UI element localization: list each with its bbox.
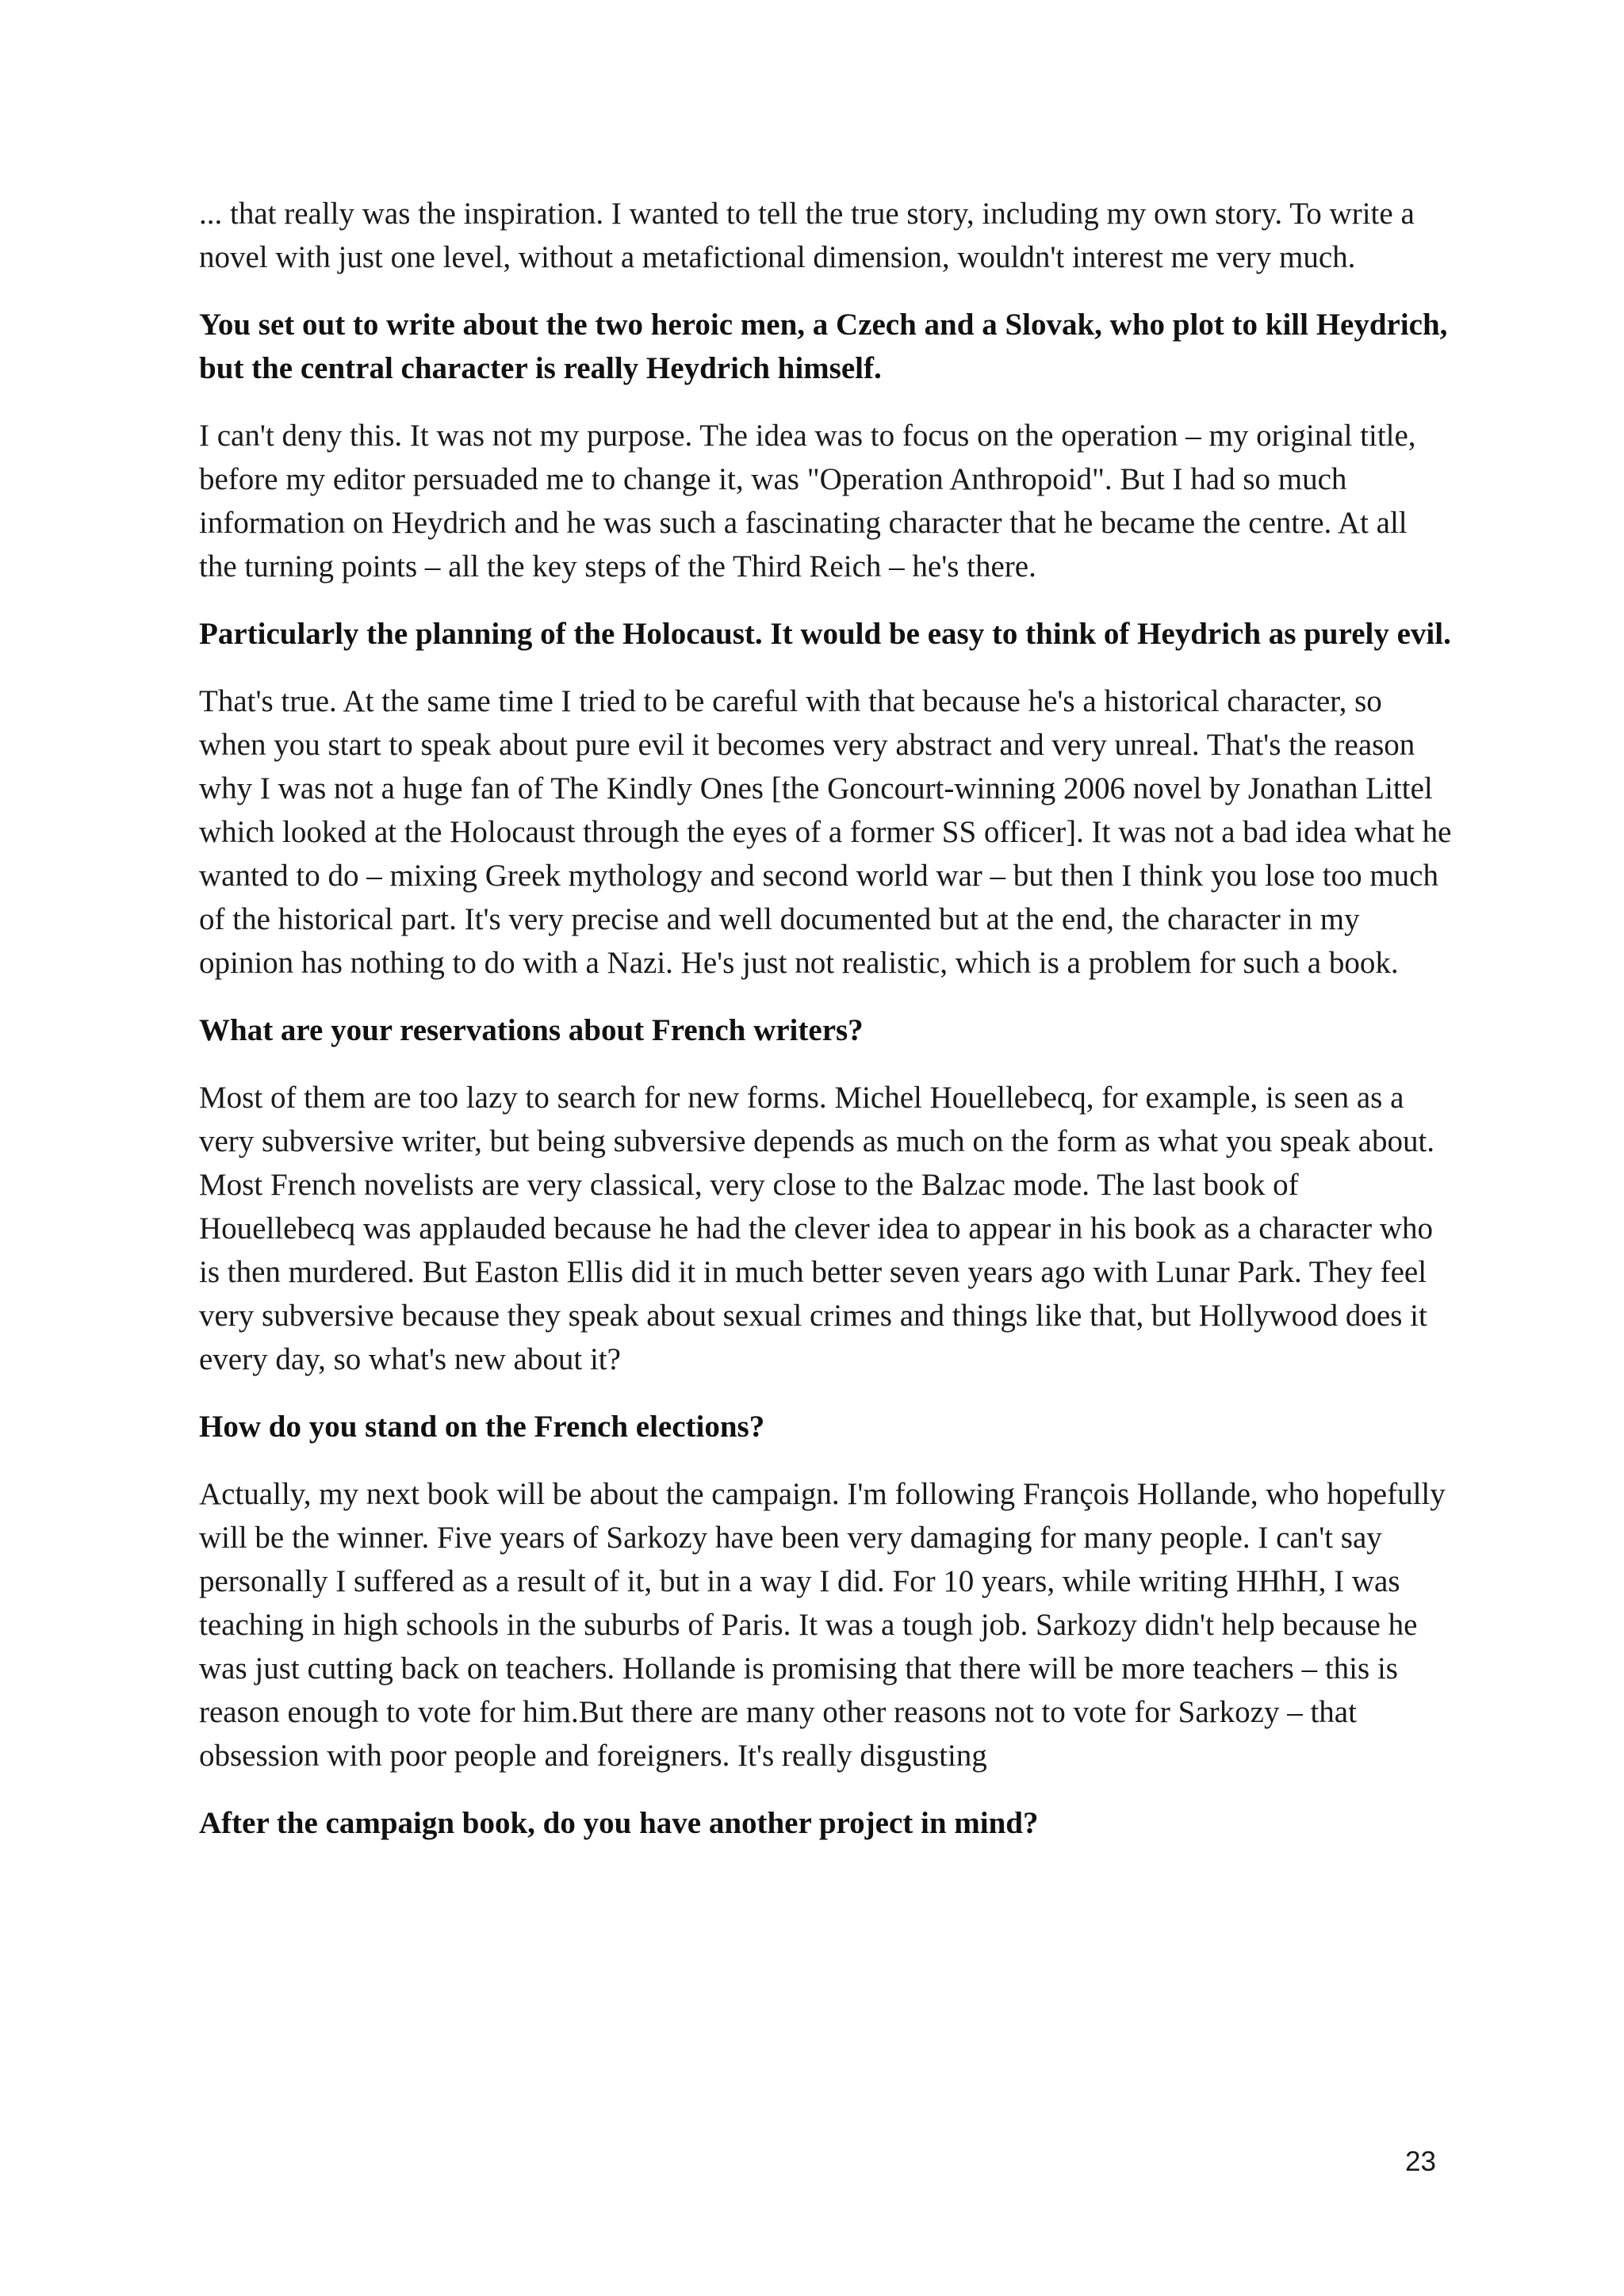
question-paragraph: Particularly the planning of the Holocaust. It would be easy to think of Heydrich as purely evil. [199,617,1451,651]
question-paragraph: How do you stand on the French elections? [199,1410,765,1444]
question-paragraph: After the campaign book, do you have another project in mind? [199,1806,1039,1840]
answer-paragraph: Actually, my next book will be about the campaign. I'm following François Hollande, who hopefully will be the winner. Five years of Sarkozy have been very damaging for many people. I can't say personally I suffered as a result of it, but in a way I did. For 10 years, while writing HHhH, I was teaching in high schools in the suburbs of Paris. It was a tough job. Sarkozy didn't help because he was just cutting back on teachers. Hollande is promising that there will be more teachers – this is reason enough to vote for him.But there are many other reasons not to vote for Sarkozy – that obsession with poor people and foreigners. It's really disgusting [199,1477,1446,1773]
answer-paragraph: That's true. At the same time I tried to be careful with that because he's a historical character, so when you start to speak about pure evil it becomes very abstract and very unreal. That's the reason why I was not a huge fan of The Kindly Ones [the Goncourt-winning 2006 novel by Jonathan Littel which looked at the Holocaust through the eyes of a former SS officer]. It was not a bad idea what he wanted to do – mixing Greek mythology and second world war – but then I think you lose too much of the historical part. It's very precise and well documented but at the end, the character in my opinion has nothing to do with a Nazi. He's just not realistic, which is a problem for such a book. [199,684,1452,980]
answer-paragraph: I can't deny this. It was not my purpose. The idea was to focus on the operation – my original title, before my editor persuaded me to change it, was "Operation Anthropoid". But I had so much information on Heydrich and he was such a fascinating character that he became the centre. At all the turning points – all the key steps of the Third Reich – he's there. [199,419,1416,584]
interview-text [199,192,1452,1869]
answer-paragraph: ... that really was the inspiration. I wanted to tell the true story, including my own story. To write a novel with just one level, without a metafictional dimension, wouldn't interest me very much. [199,197,1415,274]
answer-paragraph: Most of them are too lazy to search for new forms. Michel Houellebecq, for example, is seen as a very subversive writer, but being subversive depends as much on the form as what you speak about. Most French novelists are very classical, very close to the Balzac mode. The last book of Houellebecq was applauded because he had the clever idea to appear in his book as a character who is then murdered. But Easton Ellis did it in much better seven years ago with Lunar Park. They feel very subversive because they speak about sexual crimes and things like that, but Hollywood does it every day, so what's new about it? [199,1081,1435,1376]
question-paragraph: You set out to write about the two heroic men, a Czech and a Slovak, who plot to kill Heydrich, but the central character is really Heydrich himself. [199,308,1448,385]
question-paragraph: What are your reservations about French writers? [199,1013,864,1047]
page-number: 23 [1405,2146,1436,2177]
